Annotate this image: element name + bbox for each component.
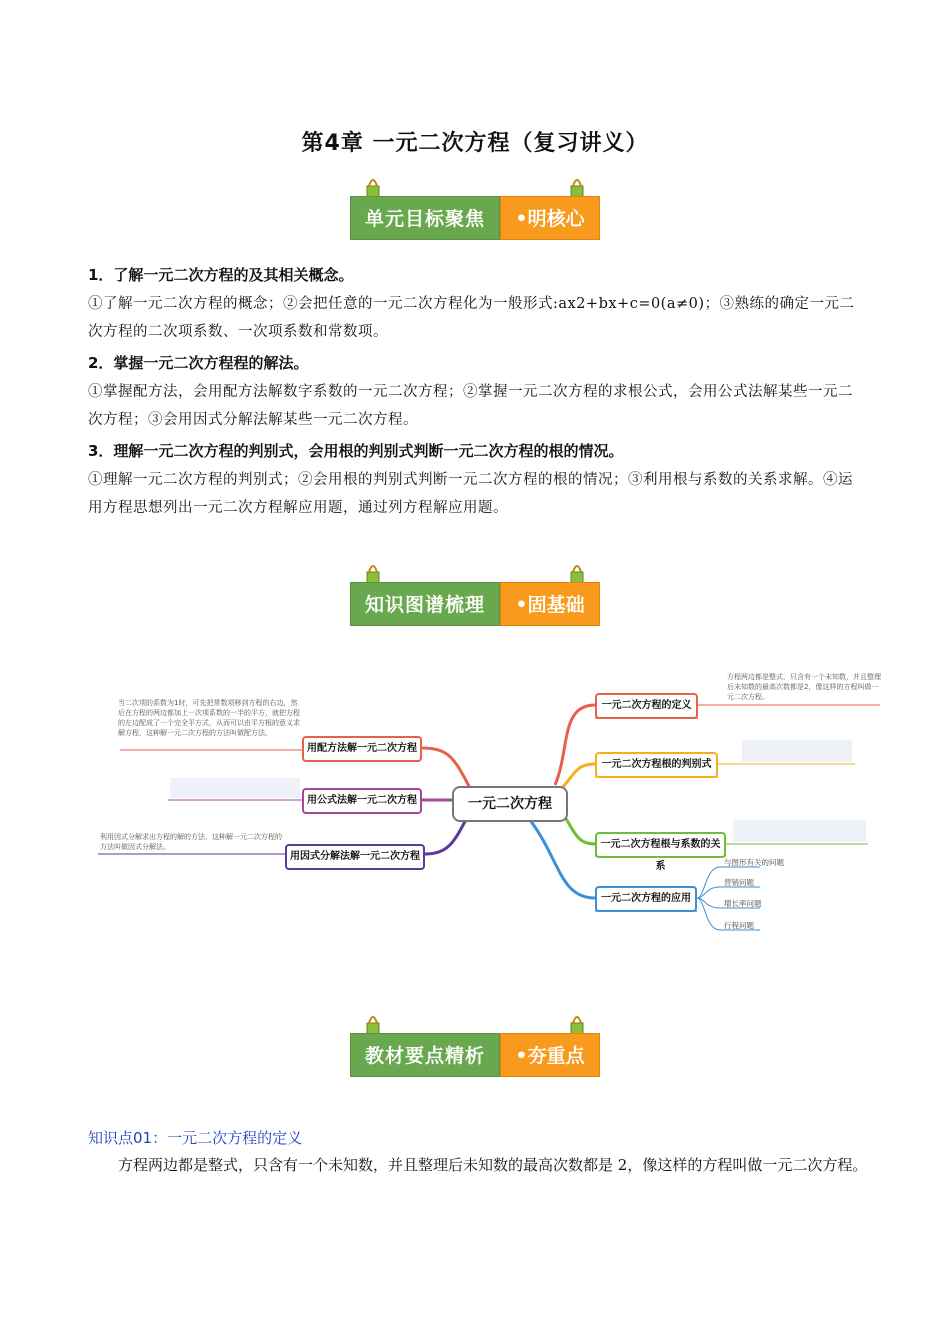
goal-text: ①理解一元二次方程的判别式；②会用根的判别式判断一元二次方程的根的情况；③利用根与系数的关系求解。④运用方程思想列出一元二次方程解应用题，通过列方程解应用题。 — [88, 472, 853, 516]
banner-label: 教材要点精析 — [350, 1033, 500, 1077]
goal-heading: 2．掌握一元二次方程程的解法。 — [88, 354, 309, 372]
mind-map-node-formula: 用公式法解一元二次方程 — [302, 788, 422, 814]
mind-map-subitem: 行程问题 — [724, 921, 754, 930]
goal-text: ①了解一元二次方程的概念；②会把任意的一元二次方程化为一般形式:ax2+bx+c=0(a≠0)；③熟练的确定一元二次方程的二次项系数、一次项系数和常数项。 — [88, 296, 855, 340]
mind-map-node-factoring: 用因式分解法解一元二次方程 — [285, 844, 425, 870]
section-banner-key-points — [350, 1033, 600, 1077]
section-banner-map — [350, 582, 600, 626]
mind-map-note: 利用因式分解求出方程的解的方法，这种解一元二次方程的方法叫做因式分解法。 — [100, 833, 282, 851]
banner-label: 单元目标聚焦 — [350, 196, 500, 240]
knowledge-point-body: 方程两边都是整式，只含有一个未知数，并且整理后未知数的最高次数都是 2，像这样的方程叫做一元二次方程。 — [118, 1156, 868, 1174]
mind-map-node-vieta: 一元二次方程根与系数的关系 — [595, 832, 726, 858]
goal-heading: 3．理解一元二次方程的判别式，会用根的判别式判断一元二次方程的根的情况。 — [88, 442, 624, 460]
mind-map-note: 当二次项的系数为1时，可先把常数项移到方程的右边，然后在方程的两边都加上一次项系数的一半的平方，就把方程的左边配成了一个完全平方式，从而可以由平方根的意义求解方程，这种解一元二次方程的方法叫做配方法。 — [118, 699, 300, 737]
banner-tag: •夯重点 — [500, 1033, 600, 1077]
knowledge-point-title: 知识点01：一元二次方程的定义 — [88, 1129, 303, 1147]
formula-thumbnail — [170, 778, 300, 798]
section-banner-goals — [350, 196, 600, 240]
goal-text: ①掌握配方法，会用配方法解数字系数的一元二次方程；②掌握一元二次方程的求根公式，会用公式法解某些一元二次方程；③会用因式分解法解某些一元二次方程。 — [88, 384, 853, 428]
page-title: 第4章 一元二次方程（复习讲义） — [301, 131, 649, 156]
mind-map-center: 一元二次方程 — [452, 786, 568, 822]
goal-heading: 1．了解一元二次方程的及其相关概念。 — [88, 266, 354, 284]
mind-map-node-definition: 一元二次方程的定义 — [595, 693, 698, 719]
mind-map-node-completing-square: 用配方法解一元二次方程 — [302, 736, 422, 762]
mind-map-note: 方程两边都是整式，只含有一个未知数，并且整理后未知数的最高次数都是2，像这样的方程叫做一元二次方程。 — [727, 673, 881, 701]
mind-map — [0, 660, 950, 950]
mind-map-subitem: 营销问题 — [724, 878, 754, 887]
mind-map-subitem: 与图形有关的问题 — [724, 858, 784, 867]
banner-label: 知识图谱梳理 — [350, 582, 500, 626]
mind-map-subitem: 增长率问题 — [724, 899, 762, 908]
formula-thumbnail — [733, 820, 866, 842]
formula-thumbnail — [742, 740, 852, 762]
mind-map-node-application: 一元二次方程的应用 — [595, 886, 697, 912]
mind-map-node-discriminant: 一元二次方程根的判别式 — [595, 752, 718, 778]
banner-tag: •明核心 — [500, 196, 600, 240]
banner-tag: •固基础 — [500, 582, 600, 626]
